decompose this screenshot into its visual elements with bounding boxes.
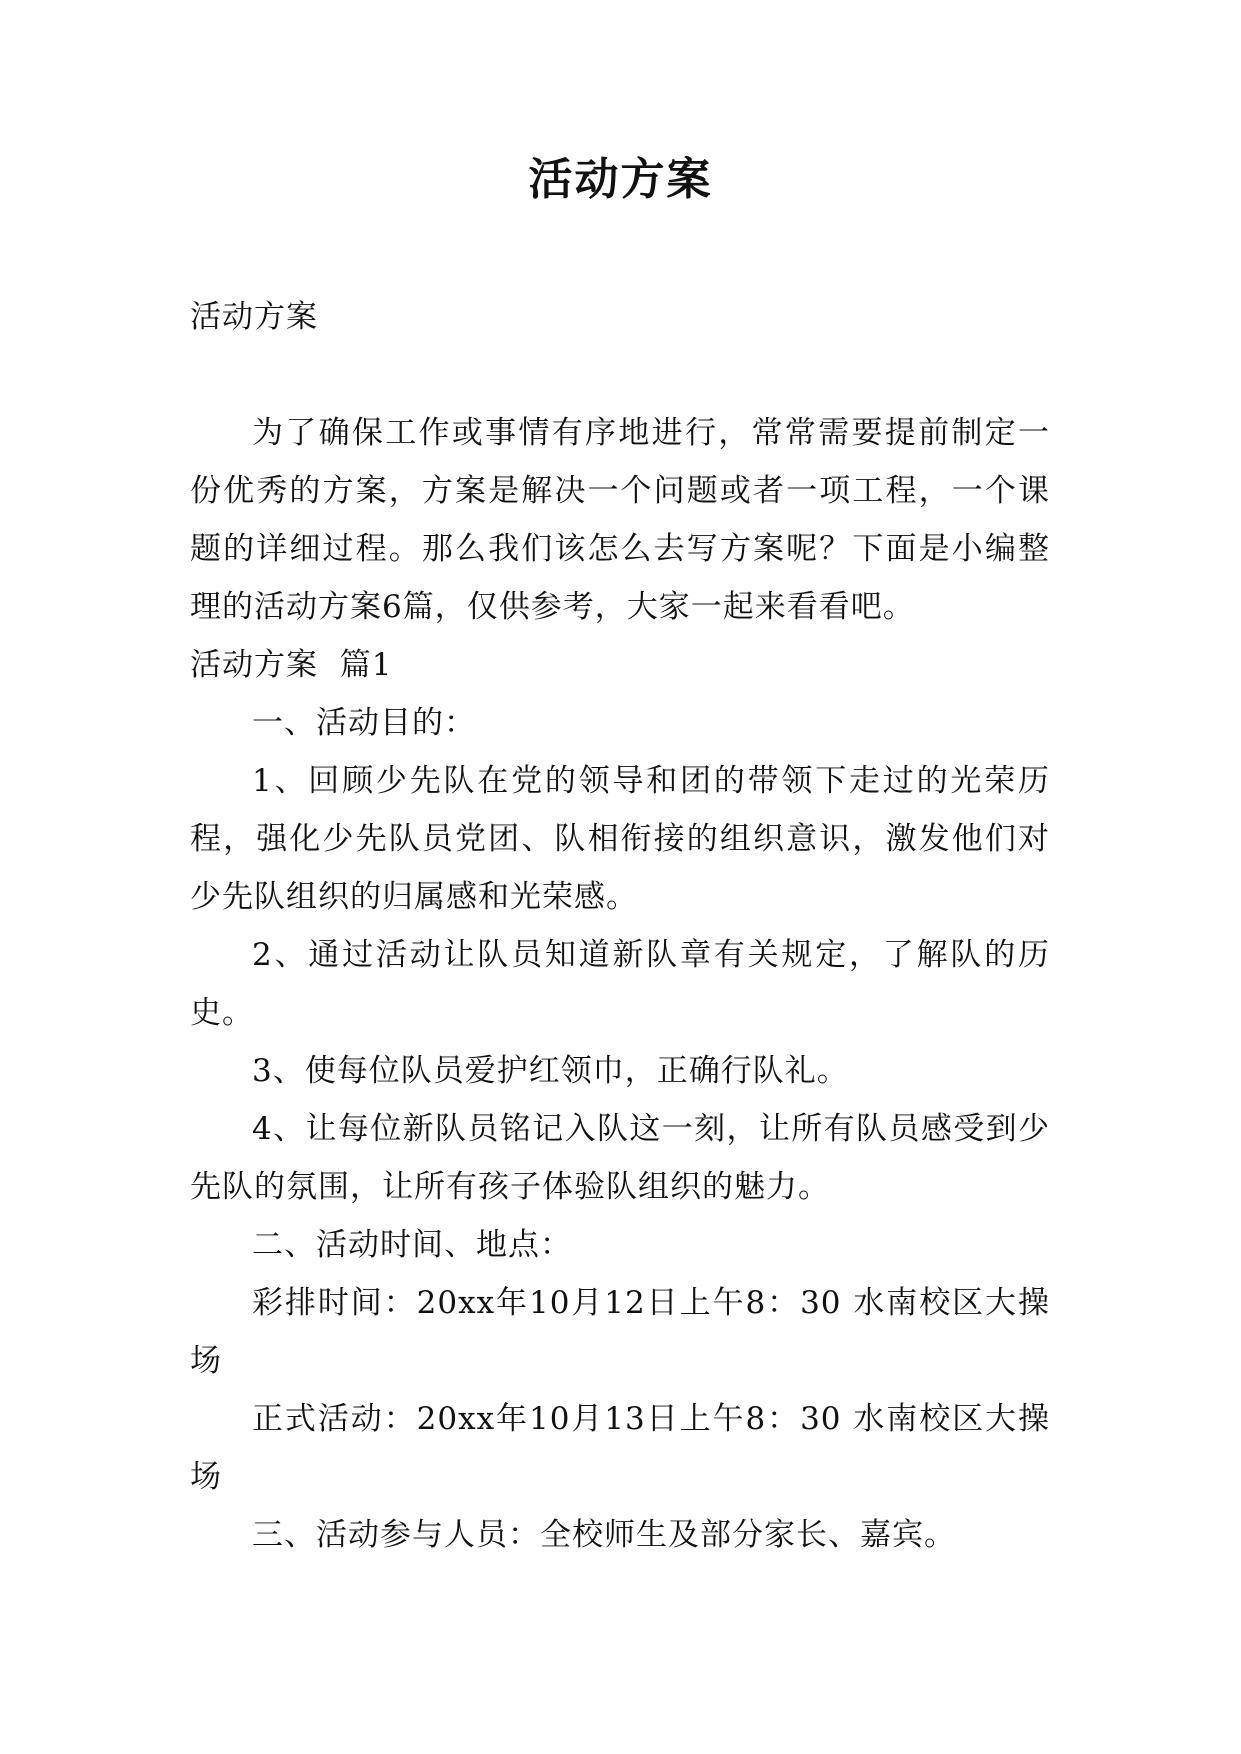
document-title: 活动方案	[528, 154, 713, 205]
formal-activity-time: 正式活动：20xx年10月13日上午8：30 水南校区大操场	[190, 1401, 1050, 1495]
heading-activity-purpose: 一、活动目的：	[252, 705, 476, 741]
heading-time-place: 二、活动时间、地点：	[252, 1227, 572, 1263]
document-body	[190, 288, 1050, 1564]
intro-paragraph: 为了确保工作或事情有序地进行，常常需要提前制定一份优秀的方案，方案是解决一个问题或者一项工程，一个课题的详细过程。那么我们该怎么去写方案呢？下面是小编整理的活动方案6篇，仅供参考，大家一起来看看吧。	[190, 415, 1050, 625]
document-subtitle: 活动方案	[190, 299, 318, 335]
purpose-item-3: 3、使每位队员爱护红领巾，正确行队礼。	[252, 1053, 849, 1089]
purpose-item-2: 2、通过活动让队员知道新队章有关规定，了解队的历史。	[190, 937, 1050, 1031]
section-heading: 活动方案 篇1	[190, 647, 393, 683]
purpose-item-1: 1、回顾少先队在党的领导和团的带领下走过的光荣历程，强化少先队员党团、队相衔接的组织意识，激发他们对少先队组织的归属感和光荣感。	[190, 763, 1050, 915]
heading-participants: 三、活动参与人员：全校师生及部分家长、嘉宾。	[252, 1517, 956, 1553]
purpose-item-4: 4、让每位新队员铭记入队这一刻，让所有队员感受到少先队的氛围，让所有孩子体验队组织的魅力。	[190, 1111, 1050, 1205]
rehearsal-time: 彩排时间：20xx年10月12日上午8：30 水南校区大操场	[190, 1285, 1050, 1379]
